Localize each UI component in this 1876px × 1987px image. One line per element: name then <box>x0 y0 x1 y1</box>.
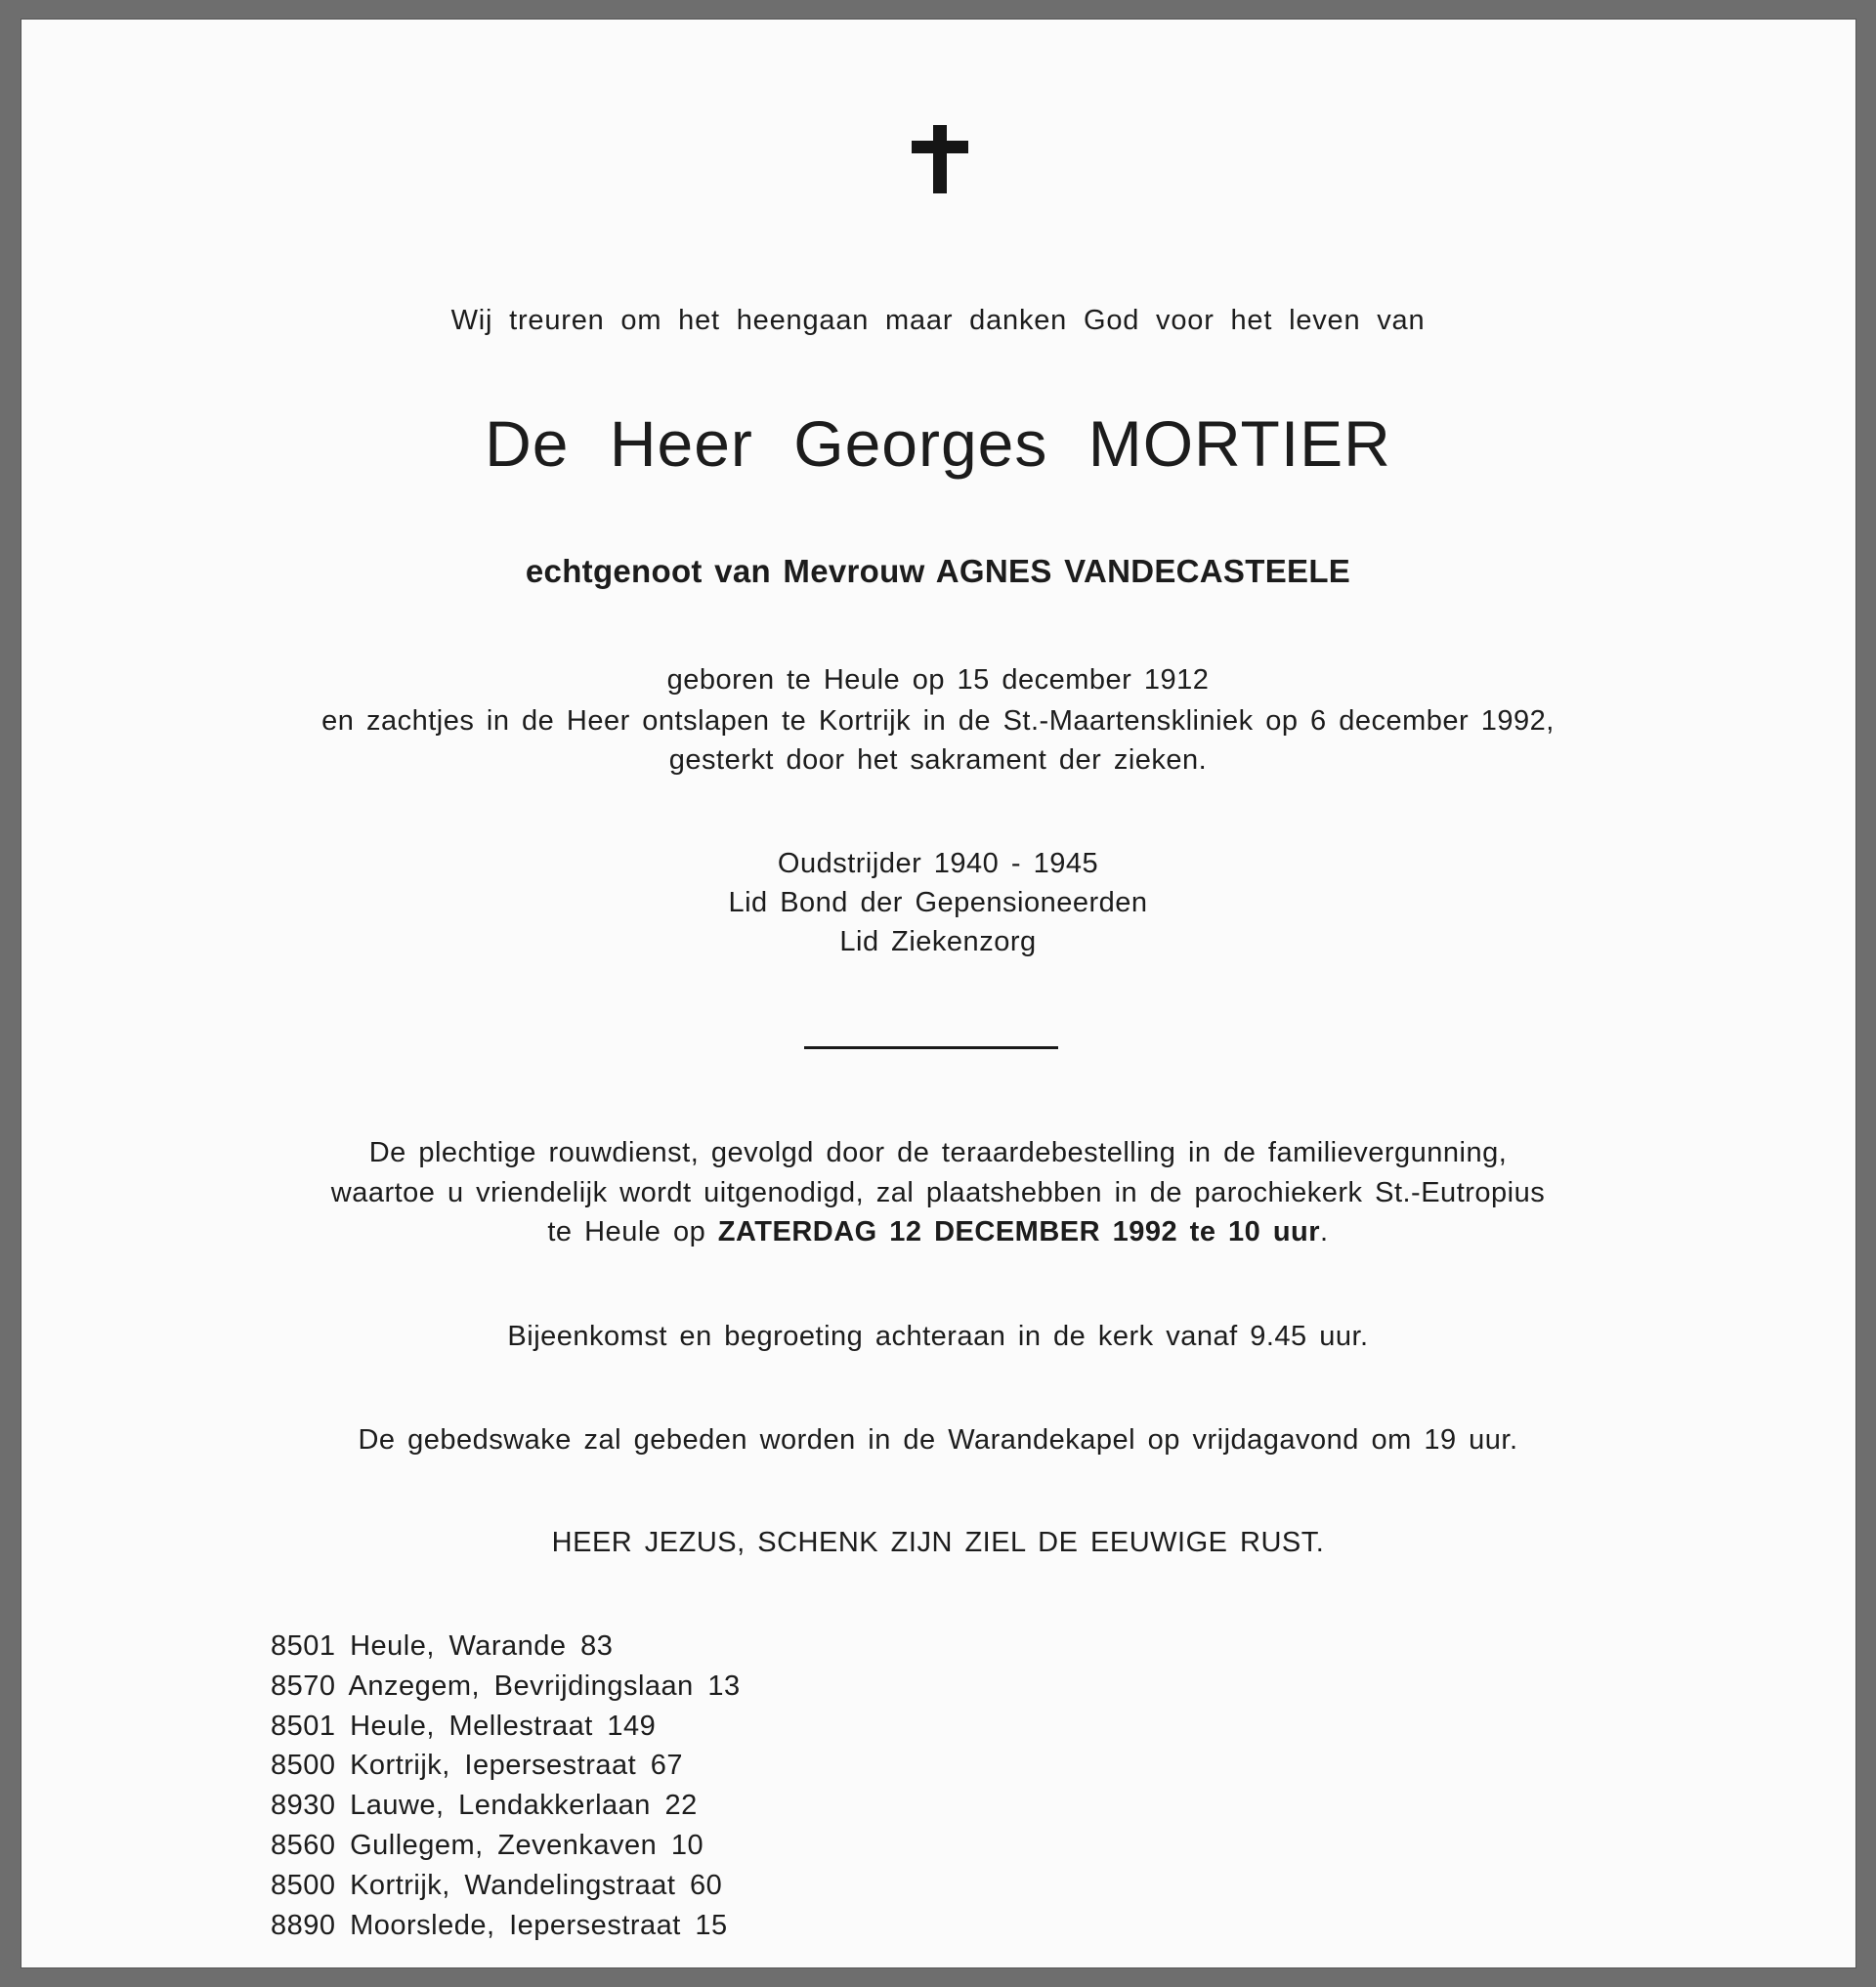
address-item: 8501 Heule, Mellestraat 149 <box>271 1710 657 1742</box>
deceased-name: De Heer Georges MORTIER <box>485 407 1391 480</box>
latin-cross-icon <box>912 125 968 193</box>
address-item: 8930 Lauwe, Lendakkerlaan 22 <box>271 1790 698 1822</box>
address-item: 8501 Heule, Warande 83 <box>271 1630 614 1662</box>
address-item: 8500 Kortrijk, Wandelingstraat 60 <box>271 1869 723 1901</box>
service-date-line <box>0 1216 1876 1248</box>
address-item: 8500 Kortrijk, Iepersestraat 67 <box>271 1750 683 1782</box>
birth-line: geboren te Heule op 15 december 1912 <box>666 664 1210 696</box>
service-date: ZATERDAG 12 DECEMBER 1992 te 10 uur <box>717 1216 1321 1247</box>
affiliation-item: Lid Ziekenzorg <box>839 926 1037 957</box>
death-line: en zachtjes in de Heer ontslapen te Kortrijk in de St.-Maartenskliniek op 6 december 1992, <box>321 705 1555 737</box>
address-list <box>271 1627 741 1945</box>
divider <box>804 1046 1058 1049</box>
spouse-line: echtgenoot van Mevrouw AGNES VANDECASTEELE <box>525 553 1351 589</box>
address-item: 8560 Gullegem, Zevenkaven 10 <box>271 1829 704 1861</box>
vigil-text: De gebedswake zal gebeden worden in de Warandekapel op vrijdagavond om 19 uur. <box>358 1424 1518 1456</box>
address-item: 8570 Anzegem, Bevrijdingslaan 13 <box>271 1670 741 1702</box>
service-date-suffix: . <box>1320 1216 1329 1247</box>
address-item: 8890 Moorslede, Iepersestraat 15 <box>271 1909 728 1941</box>
affiliation-item: Lid Bond der Gepensioneerden <box>728 887 1148 918</box>
gathering-text: Bijeenkomst en begroeting achteraan in de kerk vanaf 9.45 uur. <box>507 1321 1369 1352</box>
affiliation-item: Oudstrijder 1940 - 1945 <box>777 848 1099 879</box>
service-line: waartoe u vriendelijk wordt uitgenodigd, zal plaatshebben in de parochiekerk St.-Eutropius <box>330 1177 1546 1208</box>
sacrament-line: gesterkt door het sakrament der zieken. <box>668 744 1208 776</box>
service-date-prefix: te Heule op <box>547 1216 706 1247</box>
prayer-text: HEER JEZUS, SCHENK ZIJN ZIEL DE EEUWIGE RUST. <box>551 1527 1325 1558</box>
intro-text: Wij treuren om het heengaan maar danken God voor het leven van <box>450 305 1426 336</box>
service-line: De plechtige rouwdienst, gevolgd door de teraardebestelling in de familievergunning, <box>368 1137 1508 1168</box>
